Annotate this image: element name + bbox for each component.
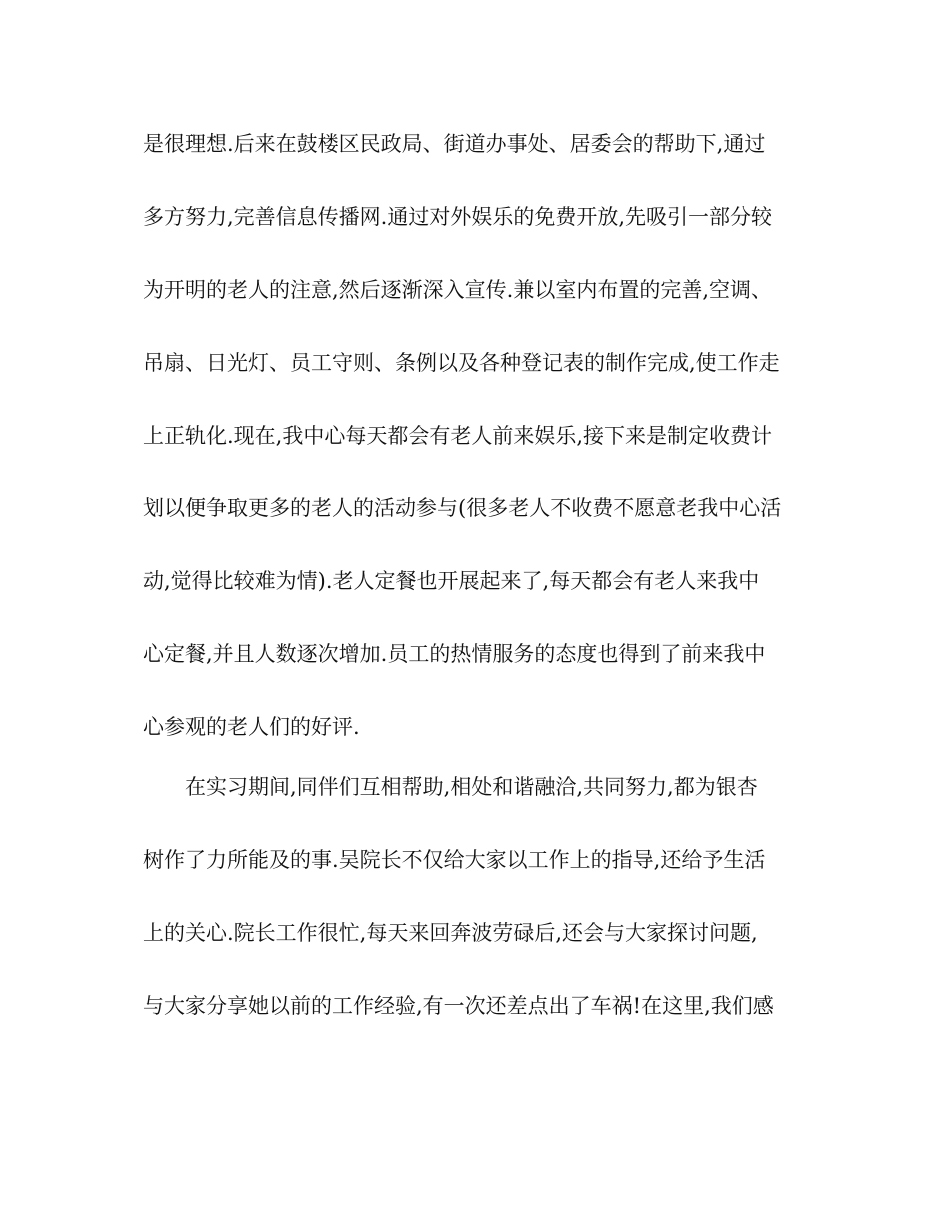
text-line-4: 吊扇、日光灯、员工守则、条例以及各种登记表的制作完成,使工作走 (143, 351, 780, 375)
text-line-12: 上的关心.院长工作很忙,每天来回奔波劳碌后,还会与大家探讨问题, (143, 921, 758, 945)
text-line-7: 动,觉得比较难为情).老人定餐也开展起来了,每天都会有老人来我中 (143, 569, 760, 593)
text-line-10: 在实习期间,同伴们互相帮助,相处和谐融洽,共同努力,都为银杏 (185, 775, 758, 799)
text-line-13: 与大家分享她以前的工作经验,有一次还差点出了车祸!在这里,我们感 (143, 994, 774, 1018)
text-line-11: 树作了力所能及的事.吴院长不仅给大家以工作上的指导,还给予生活 (143, 848, 766, 872)
text-line-1: 是很理想.后来在鼓楼区民政局、街道办事处、居委会的帮助下,通过 (143, 132, 766, 156)
text-line-5: 上正轨化.现在,我中心每天都会有老人前来娱乐,接下来是制定收费计 (143, 424, 773, 448)
text-line-3: 为开明的老人的注意,然后逐渐深入宣传.兼以室内布置的完善,空调、 (143, 278, 773, 302)
text-line-2: 多方努力,完善信息传播网.通过对外娱乐的免费开放,先吸引一部分较 (143, 205, 773, 229)
text-line-8: 心定餐,并且人数逐次增加.员工的热情服务的态度也得到了前来我中 (143, 642, 766, 666)
text-line-9: 心参观的老人们的好评. (143, 715, 360, 739)
text-line-6: 划以便争取更多的老人的活动参与(很多老人不收费不愿意老我中心活 (143, 496, 782, 520)
